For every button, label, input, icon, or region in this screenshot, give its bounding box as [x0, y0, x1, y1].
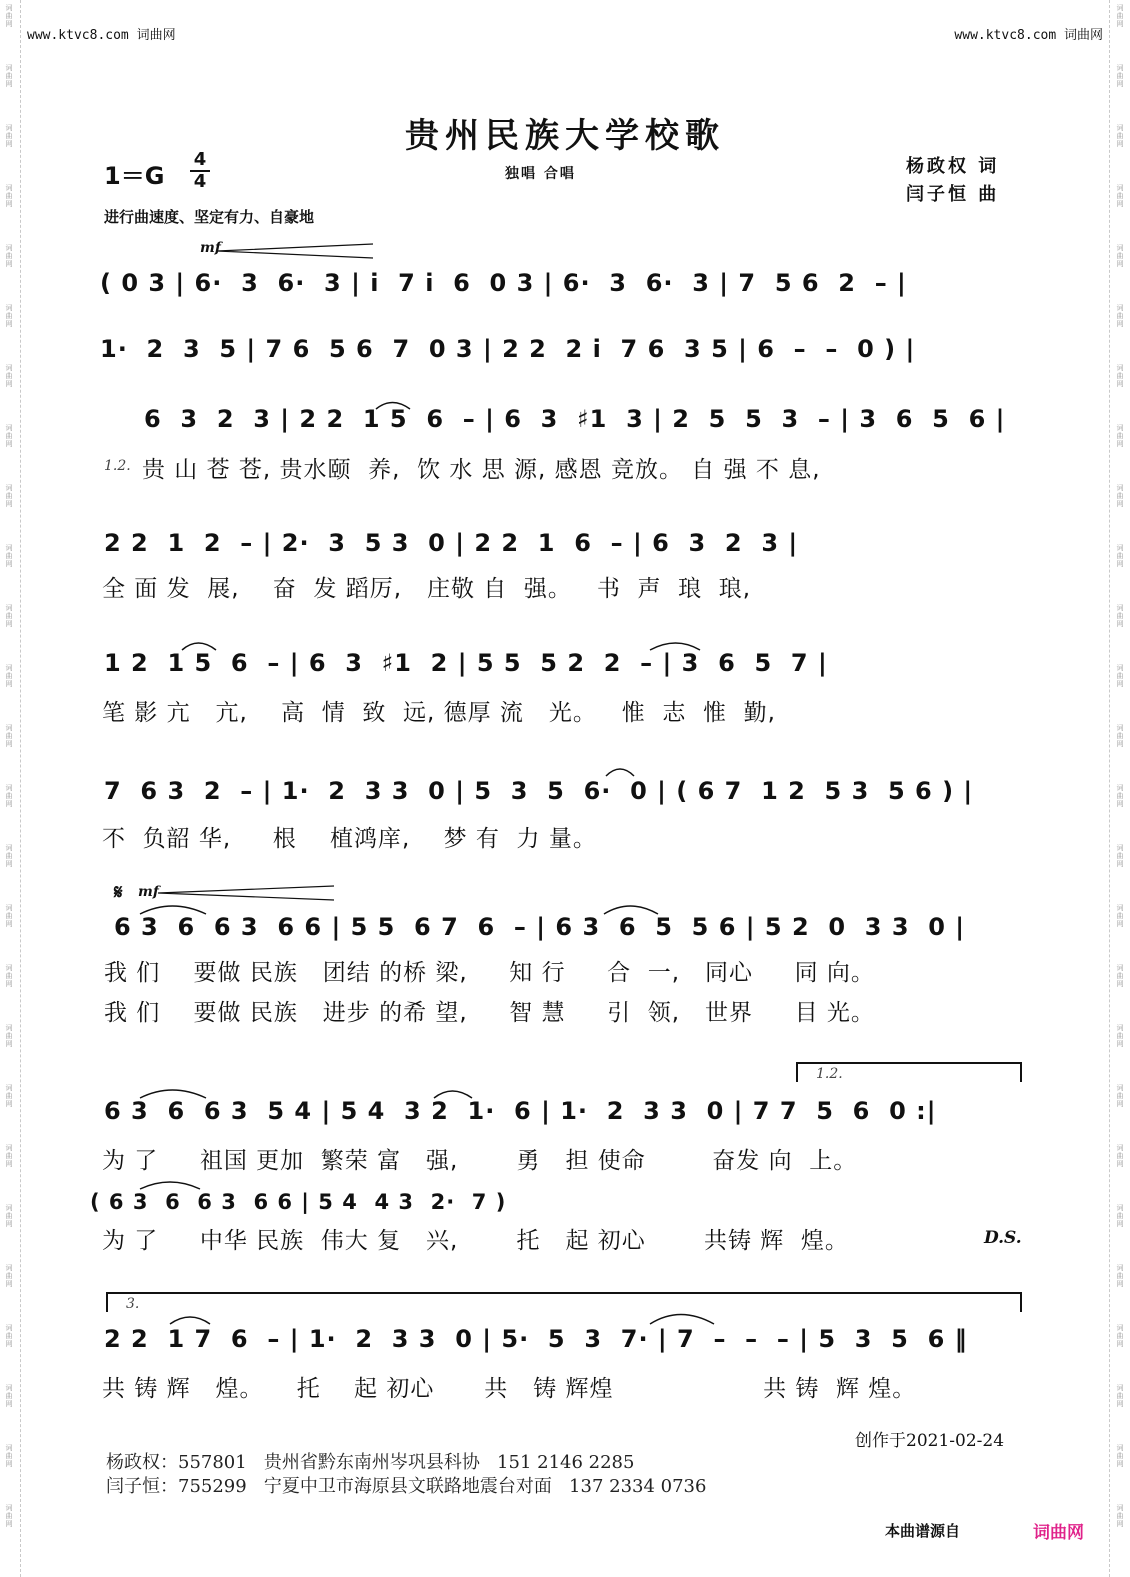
performance-mode: 独唱 合唱 [505, 166, 576, 182]
creation-date: 创作于2021-02-24 [855, 1431, 1005, 1451]
side-watermark-text: 词 曲 网 [1116, 664, 1124, 688]
side-watermark-text: 词 曲 网 [1116, 904, 1124, 928]
side-watermark-text: 词 曲 网 [5, 904, 13, 928]
crescendo-hairpin [215, 240, 375, 260]
volta-label-3: 3. [126, 1296, 140, 1312]
side-watermark-text: 词 曲 网 [1116, 124, 1124, 148]
dynamic-mf: mf [200, 240, 221, 256]
composer: 闫子恒 曲 [906, 184, 1000, 205]
side-watermark-text: 词 曲 网 [1116, 364, 1124, 388]
segno-sign: 𝄋 [114, 880, 123, 904]
lyrics-row-4: 全 面 发 展, 奋 发 蹈厉, 庄敬 自 强。 书 声 琅 琅, [102, 576, 752, 602]
side-watermark-text: 词 曲 网 [5, 1144, 13, 1168]
side-watermark-text: 词 曲 网 [5, 124, 13, 148]
side-watermark-text: 词 曲 网 [5, 1444, 13, 1468]
time-bottom: 4 [193, 171, 207, 192]
side-watermark-text: 词 曲 网 [5, 784, 13, 808]
score-row-8: 6 3 6 6 3 5 4 | 5 4 3 2 1· 6 | 1· 2 3 3 0 | 7 7 5 6 0 :| [104, 1097, 937, 1125]
side-watermark-text: 词 曲 网 [1116, 1324, 1124, 1348]
side-watermark-text: 词 曲 网 [1116, 724, 1124, 748]
lyrics-row-8a: 为 了 祖国 更加 繁荣 富 强, 勇 担 使命 奋发 向 上。 [102, 1148, 858, 1174]
side-watermark-text: 词 曲 网 [5, 244, 13, 268]
side-watermark-text: 词 曲 网 [5, 1384, 13, 1408]
lyrics-row-7b: 我 们 要做 民族 进步 的希 望, 智 慧 引 领, 世界 目 光。 [104, 1000, 875, 1026]
lyrics-row-3: 贵 山 苍 苍, 贵水颐 养, 饮 水 思 源, 感恩 竞放。 自 强 不 息, [142, 457, 821, 483]
score-row-6: 7 6 3 2 – | 1· 2 3 3 0 | 5 3 5 6· 0 | ( 6 7 1 2 5 3 5 6 ) | [104, 777, 974, 805]
volta-label-1-2: 1.2. [816, 1066, 843, 1082]
side-watermark-text: 词 曲 网 [1116, 64, 1124, 88]
slur [650, 1315, 714, 1325]
side-watermark-text: 词 曲 网 [5, 64, 13, 88]
side-watermark-text: 词 曲 网 [5, 964, 13, 988]
score-row-7: 6 3 6 6 3 6 6 | 5 5 6 7 6 – | 6 3 6 5 5 6 | 5 2 0 3 3 0 | [114, 913, 966, 941]
score-row-1: ( 0 3 | 6· 3 6· 3 | i 7 i 6 0 3 | 6· 3 6· 3 | 7 5 6 2 – | [100, 269, 907, 297]
dal-segno-mark: D.S. [984, 1228, 1022, 1248]
side-watermark-text: 词 曲 网 [5, 424, 13, 448]
dynamic-mf-2: mf [138, 884, 159, 900]
time-signature [190, 150, 210, 192]
tempo-marking: 进行曲速度、坚定有力、自豪地 [104, 208, 315, 226]
side-watermark-text: 词 曲 网 [5, 1084, 13, 1108]
time-top: 4 [193, 149, 207, 170]
side-watermark-text: 词 曲 网 [5, 724, 13, 748]
song-title: 贵州民族大学校歌 [405, 116, 725, 156]
score-row-3: 6 3 2 3 | 2 2 1 5 6 – | 6 3 ♯1 3 | 2 5 5 3 – | 3 6 5 6 | [144, 405, 1006, 433]
key-signature: 1＝G [104, 162, 165, 190]
side-watermark-text: 词 曲 网 [1116, 1384, 1124, 1408]
volta-3 [106, 1292, 1022, 1312]
side-watermark-text: 词 曲 网 [5, 544, 13, 568]
slur [606, 769, 634, 776]
side-watermark-text: 词 曲 网 [1116, 1444, 1124, 1468]
side-watermark-text: 词 曲 网 [1116, 4, 1124, 28]
score-row-4: 2 2 1 2 – | 2· 3 5 3 0 | 2 2 1 6 – | 6 3 2 3 | [104, 529, 799, 557]
side-watermark-text: 词 曲 网 [1116, 784, 1124, 808]
lyrics-row-6: 不 负韶 华, 根 植鸿庠, 梦 有 力 量。 [102, 826, 597, 852]
side-watermark-text: 词 曲 网 [1116, 1504, 1124, 1528]
score-row-9: 2 2 1 7 6 – | 1· 2 3 3 0 | 5· 5 3 7· | 7 – – – | 5 3 5 6 ‖ [104, 1325, 968, 1353]
side-watermark-text: 词 曲 网 [1116, 1084, 1124, 1108]
side-watermark-text: 词 曲 网 [5, 184, 13, 208]
side-watermark-text: 词 曲 网 [1116, 244, 1124, 268]
side-watermark-text: 词 曲 网 [5, 304, 13, 328]
side-watermark-text: 词 曲 网 [1116, 1264, 1124, 1288]
contact-lyricist: 杨政权：557801 贵州省黔东南州岑巩县科协 151 2146 2285 [106, 1452, 635, 1473]
side-watermark-text: 词 曲 网 [5, 364, 13, 388]
side-watermark-text: 词 曲 网 [1116, 184, 1124, 208]
side-watermark-text: 词 曲 网 [1116, 484, 1124, 508]
contact-composer: 闫子恒：755299 宁夏中卫市海原县文联路地震台对面 137 2334 0736 [106, 1476, 707, 1497]
site-url-left[interactable]: www.ktvc8.com 词曲网 [27, 28, 176, 43]
side-watermark-text: 词 曲 网 [5, 1324, 13, 1348]
brand-link[interactable]: 词曲网 [1033, 1523, 1084, 1543]
source-label: 本曲谱源自 [885, 1522, 961, 1540]
side-watermark-text: 词 曲 网 [5, 604, 13, 628]
side-watermark-text: 词 曲 网 [1116, 544, 1124, 568]
crescendo-hairpin-2 [156, 882, 336, 902]
side-watermark-text: 词 曲 网 [1116, 304, 1124, 328]
side-watermark-text: 词 曲 网 [5, 1504, 13, 1528]
side-watermark-text: 词 曲 网 [5, 484, 13, 508]
side-watermark-text: 词 曲 网 [5, 1264, 13, 1288]
score-row-8b: ( 6 3 6 6 3 6 6 | 5 4 4 3 2· 7 ) [90, 1190, 507, 1214]
side-watermark-text: 词 曲 网 [5, 1204, 13, 1228]
side-watermark-text: 词 曲 网 [1116, 1204, 1124, 1228]
side-watermark-text: 词 曲 网 [1116, 424, 1124, 448]
side-watermark-text: 词 曲 网 [5, 4, 13, 28]
lyrics-row-7a: 我 们 要做 民族 团结 的桥 梁, 知 行 合 一, 同心 同 向。 [104, 960, 875, 986]
side-watermark-text: 词 曲 网 [1116, 964, 1124, 988]
side-watermark-text: 词 曲 网 [1116, 604, 1124, 628]
lyrics-row-5: 笔 影 亢 亢, 高 情 致 远, 德厚 流 光。 惟 志 惟 勤, [102, 700, 776, 726]
side-watermark-text: 词 曲 网 [1116, 1144, 1124, 1168]
verse-number: 1.2. [104, 458, 131, 474]
side-watermark-text: 词 曲 网 [5, 1024, 13, 1048]
lyricist: 杨政权 词 [906, 156, 1000, 177]
score-row-2: 1· 2 3 5 | 7 6 5 6 7 0 3 | 2 2 2 i 7 6 3 5 | 6 – – 0 ) | [100, 335, 916, 363]
side-watermark-text: 词 曲 网 [1116, 1024, 1124, 1048]
score-row-5: 1 2 1 5 6 – | 6 3 ♯1 2 | 5 5 5 2 2 – | 3 6 5 7 | [104, 649, 828, 677]
site-url-right[interactable]: www.ktvc8.com 词曲网 [954, 28, 1103, 43]
lyrics-row-9: 共 铸 辉 煌。 托 起 初心 共 铸 辉煌 共 铸 辉 煌。 [102, 1376, 917, 1402]
side-watermark-text: 词 曲 网 [1116, 844, 1124, 868]
slur [170, 1317, 210, 1324]
lyrics-row-8b: 为 了 中华 民族 伟大 复 兴, 托 起 初心 共铸 辉 煌。 [102, 1228, 849, 1254]
side-watermark-text: 词 曲 网 [5, 664, 13, 688]
side-watermark-text: 词 曲 网 [5, 844, 13, 868]
